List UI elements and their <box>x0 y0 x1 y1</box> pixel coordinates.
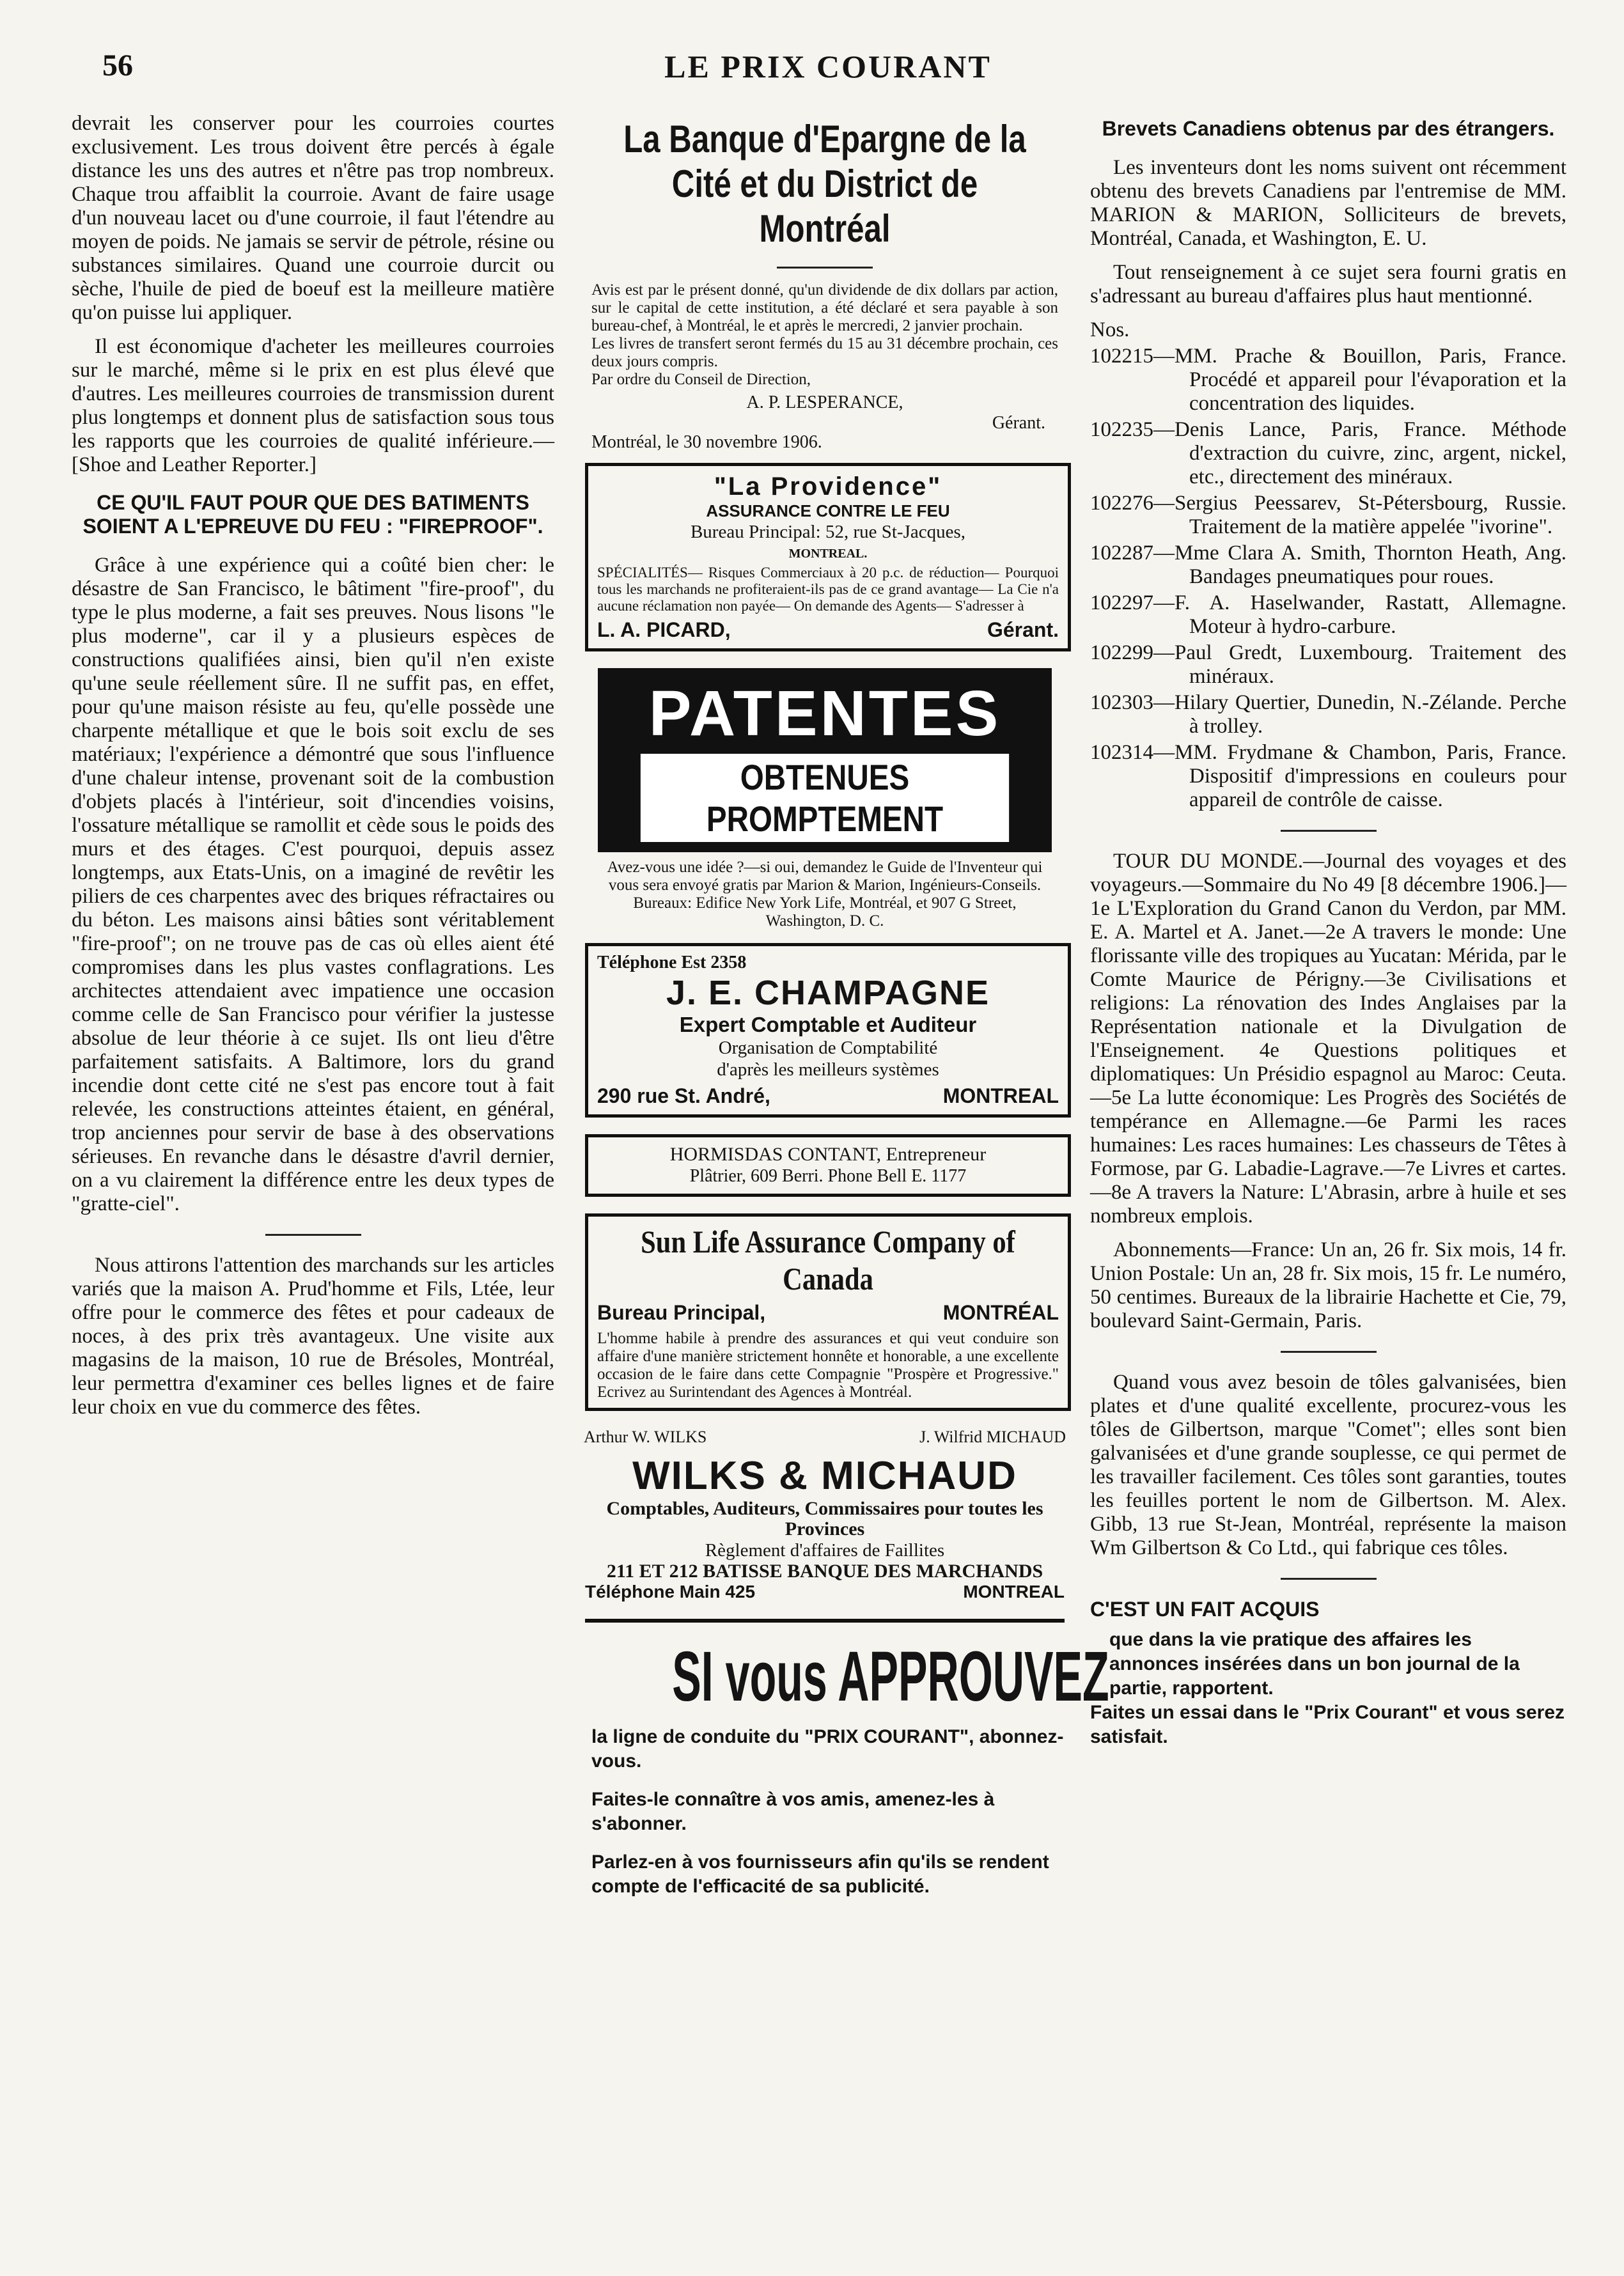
sunlife-bureau-row <box>597 1301 1059 1325</box>
patentes-bureaux: Bureaux: Edifice New York Life, Montréal, et 907 G Street, Washington, D. C. <box>633 894 1017 930</box>
brevets-divider <box>1281 830 1377 832</box>
champagne-phone: Téléphone Est 2358 <box>597 953 747 972</box>
champagne-role: Expert Comptable et Auditeur <box>679 1013 977 1036</box>
toles-divider <box>1281 1578 1377 1580</box>
tour-divider <box>1281 1351 1377 1353</box>
bank-title: La Banque d'Epargne de la Cité et du District de Montréal <box>623 118 1026 250</box>
fireproof-para: Grâce à une expérience qui a coûté bien cher: le désastre de San Francisco, le bâtiment "fire-proof", du type le plus moderne, a fait ses preuves. Nous lisons "le plus moderne", car il y a plusieurs espèces de constructions qualifiées ainsi, bien qu'il n'en existe qu'une seule réellement sûre. Il ne suffit pas, en effet, pour qu'une maison résiste au feu, qu'elle possède une charpente métallique et que le bois soit exclu de ses matériaux; l'expérience a démontré que sous l'influence d'une chaleur intense, provenant soit de la combustion d'objets placés à l'intérieur, soit d'incendies voisins, l'ossature métallique se ramollit et cède sous le poids des murs et des étages. C'est pourquoi, depuis assez longtemps, aux Etats-Unis, on a imaginé de revêtir les piliers de ces charpentes avec des briques réfractaires ou du béton. Les maisons ainsi bâties sont véritablement "fire-proof"; on ne trouve pas de cas où elles aient été compromises dans les plus vastes conflagrations. Les architectes attendaient avec impatience une occasion comme celle de San Francisco pour vérifier la justesse absolue de leur théorie à ce sujet. Ils ont lieu d'être parfaitement satisfaits. A Baltimore, lors du grand incendie dont cette cité ne s'est pas encore tout à fait relevée, les constructions atteintes étaient, en général, trop anciennes pour servir de base à des observations sérieuses. En revanche dans le désastre d'avril dernier, on a vu clairement la différence entre les deux types de "gratte-ciel". <box>72 554 554 1215</box>
providence-agent-role: Gérant. <box>987 618 1059 641</box>
page-header <box>96 48 1560 86</box>
contant-line-1: HORMISDAS CONTANT, Entrepreneur <box>669 1144 987 1165</box>
sunlife-text: L'homme habile à prendre des assurances et qui veut conduire son affaire d'une manière strictement honnête et honorable, a une excellente occasion de le faire dans cette Compagnie "Prospère et Progressive." Ecrivez au Surintendant des Agences à Montréal. <box>597 1330 1059 1401</box>
providence-city: MONTREAL. <box>788 547 868 561</box>
bank-notice-2: Les livres de transfert seront fermés du 15 au 31 décembre prochain, ces deux jours compris. <box>591 335 1058 370</box>
courroies-para-1: devrait les conserver pour les courroies courtes exclusivement. Les trous doivent être percés à égale distance les uns des autres et n'être pas trop nombreux. Chaque trou affaiblit la courroie. Avant de faire usage d'un nouveau lacet ou d'une courroie, il faut l'étendre au moyen de poids. Ne jamais se servir de pétrole, résine ou substances similaires. Quand une courroie durcit ou sèche, l'huile de pied de boeuf est la meilleure matière qu'on puisse lui appliquer. <box>72 112 554 324</box>
approuvez-top-rule <box>585 1619 1065 1623</box>
champagne-ad <box>585 943 1071 1118</box>
middle-column <box>579 112 1109 1913</box>
tour-du-monde-para: TOUR DU MONDE.—Journal des voyages et des voyageurs.—Sommaire du No 49 [8 décembre 1906.]—1e L'Exploration du Grand Canon du Verdon, par MM. E. A. Martel et A. Janet.—2e A travers le monde: Une florissante ville des tropiques au Yucatan: Mérida, par le Comte Maurice de Périgny.—3e Civilisations et religions: La rénovation des Indes Anglaises par la Représentation nationale et la Divulgation de l'Enseignement. 4e Questions politiques et diplomatiques: Un Présidio espagnol au Maroc: Ceuta. —5e La lutte économique: Les Progrès des Sociétés de tempérance en Allemagne.—6e Parmi les races humaines: Les races humaines: Les chasseurs de Têtes à Formose, par G. Labadie-Lagrave.—7e Livres et cartes.—8e A travers la Nature: L'Abrasin, arbre à huile et ses nombreux emplois. <box>1090 850 1566 1228</box>
left-column <box>72 112 554 1430</box>
bank-date: Montréal, le 30 novembre 1906. <box>591 432 822 452</box>
contant-ad <box>585 1134 1071 1197</box>
brevet-item: 102299—Paul Gredt, Luxembourg. Traitement des minéraux. <box>1090 641 1566 688</box>
page-number: 56 <box>102 49 133 82</box>
wilks-city: MONTREAL <box>963 1582 1065 1602</box>
brevet-item: 102215—MM. Prache & Bouillon, Paris, France. Procédé et appareil pour l'évaporation et la concentration des liquides. <box>1090 345 1566 415</box>
fetes-para: Nous attirons l'attention des marchands sur les articles variés que la maison A. Prud'homme et Fils, Ltée, leur offre pour le commerce des fêtes et pour cadeaux de noces, à des prix très avantageux. Une visite aux magasins de la maison, 10 rue de Brésoles, Montréal, leur permettra d'examiner ces belles lignes et de faire leur choix en vue du commerce des fêtes. <box>72 1254 554 1419</box>
journal-title: LE PRIX COURANT <box>664 49 992 84</box>
champagne-address: 290 rue St. André, <box>597 1084 770 1107</box>
brevet-item: 102297—F. A. Haselwander, Rastatt, Allemagne. Moteur à hydro-carbure. <box>1090 591 1566 638</box>
wilks-footer <box>585 1582 1065 1602</box>
bank-notice: Avis est par le présent donné, qu'un dividende de dix dollars par action, sur le capital de cette institution, a été déclaré et sera payable à son bureau-chef, à Montréal, le et après le mercredi, 2 janvier prochain. <box>591 281 1058 334</box>
providence-bureau: Bureau Principal: 52, rue St-Jacques, <box>690 522 966 542</box>
right-column <box>1090 112 1566 1749</box>
approuvez-title: SI vous APPROUVEZ <box>672 1637 1109 1716</box>
brevets-list <box>1090 345 1566 812</box>
approuvez-line-3: Parlez-en à vos fournisseurs afin qu'ils se rendent compte de l'efficacité de sa publicité. <box>591 1851 1049 1897</box>
patentes-subtitle: OBTENUES PROMPTEMENT <box>641 754 1009 842</box>
sunlife-bureau: Bureau Principal, <box>597 1301 766 1324</box>
providence-footer <box>597 618 1059 642</box>
wilks-names <box>584 1428 1066 1447</box>
patentes-ad <box>598 668 1052 852</box>
providence-subtitle: ASSURANCE CONTRE LE FEU <box>706 501 950 520</box>
approuvez-line-2: Faites-le connaître à vos amis, amenez-les à s'abonner. <box>591 1789 995 1834</box>
champagne-footer <box>597 1084 1059 1108</box>
bank-divider <box>777 267 873 269</box>
wilks-phone: Téléphone Main 425 <box>585 1582 756 1602</box>
wilks-name-left: Arthur W. WILKS <box>584 1428 707 1446</box>
fait-acquis-text: que dans la vie pratique des affaires les annonces insérées dans un bon journal de la partie, rapportent. <box>1109 1629 1520 1699</box>
providence-specialites: SPÉCIALITÉS— Risques Commerciaux à 20 p.c. de réduction— Pourquoi tous les marchands ne profiteraient-ils pas de ce grand avantage— La Cie n'a aucune réclamation non payée— On demande des Agents— S'adresser à <box>597 565 1059 614</box>
brevets-nos-label: Nos. <box>1090 318 1130 341</box>
brevet-item: 102314—MM. Frydmane & Chambon, Paris, France. Dispositif d'impressions en couleurs pour appareil de contrôle de caisse. <box>1090 741 1566 811</box>
providence-agent: L. A. PICARD, <box>597 618 731 641</box>
bank-notice-3: Par ordre du Conseil de Direction, <box>591 371 811 388</box>
providence-ad <box>585 463 1071 651</box>
champagne-name: J. E. CHAMPAGNE <box>666 974 990 1012</box>
approuvez-line-1: la ligne de conduite du "PRIX COURANT", abonnez-vous. <box>591 1726 1064 1772</box>
brevet-item: 102276—Sergius Peessarev, St-Pétersbourg, Russie. Traitement de la matière appelée "ivorine". <box>1090 492 1566 538</box>
brevet-item: 102235—Denis Lance, Paris, France. Méthode d'extraction du cuivre, zinc, argent, nickel, etc., directement des minéraux. <box>1090 418 1566 488</box>
wilks-name-right: J. Wilfrid MICHAUD <box>919 1428 1066 1446</box>
fireproof-title: CE QU'IL FAUT POUR QUE DES BATIMENTS SOIENT A L'EPREUVE DU FEU : "FIREPROOF". <box>82 491 543 538</box>
patentes-text: Avez-vous une idée ?—si oui, demandez le Guide de l'Inventeur qui vous sera envoyé gratis par Marion & Marion, Ingénieurs-Conseils. <box>607 859 1043 894</box>
bank-signature-role: Gérant. <box>992 413 1045 433</box>
brevet-item: 102287—Mme Clara A. Smith, Thornton Heath, Ang. Bandages pneumatiques pour roues. <box>1090 542 1566 588</box>
sunlife-city: MONTRÉAL <box>942 1301 1059 1324</box>
wilks-sub-2: Règlement d'affaires de Faillites <box>705 1540 945 1561</box>
brevets-intro: Les inventeurs dont les noms suivent ont récemment obtenu des brevets Canadiens par l'entremise de MM. MARION & MARION, Solliciteurs de brevets, Montréal, Canada, et Washington, E. U. <box>1090 156 1566 250</box>
toles-para: Quand vous avez besoin de tôles galvanisées, bien plates et d'une qualité excellente, procurez-vous les tôles de Gilbertson, marque "Comet"; elles sont bien galvanisées et d'une grande souplesse, ce qui permet de les travailler facilement. Ces tôles sont garanties, toutes les feuilles portent le nom de Gilbertson. M. Alex. Gibb, 13 rue St-Jean, Montréal, représente la maison Wm Gilbertson & Co Ltd., qui fabrique ces tôles. <box>1090 1371 1566 1559</box>
wilks-sub-3: 211 ET 212 BATISSE BANQUE DES MARCHANDS <box>606 1561 1043 1582</box>
sunlife-ad <box>585 1213 1071 1411</box>
sunlife-title: Sun Life Assurance Company of Canada <box>641 1224 1015 1297</box>
champagne-city: MONTREAL <box>942 1084 1059 1107</box>
bank-signature: A. P. LESPERANCE, <box>746 393 903 412</box>
patentes-title: PATENTES <box>648 678 1001 749</box>
courroies-para-2: Il est économique d'acheter les meilleures courroies sur le marché, même si le prix en est plus élevé que d'autres. Les meilleures courroies de transmission durent plus longtemps et donnent plus de satisfaction sous tous les rapports que les courroies de qualité inférieure.—[Shoe and Leather Reporter.] <box>72 335 554 476</box>
champagne-desc-1: Organisation de Comptabilité <box>718 1038 938 1058</box>
champagne-desc-2: d'après les meilleurs systèmes <box>717 1059 939 1080</box>
brevets-info: Tout renseignement à ce sujet sera fourni gratis en s'adressant au bureau d'affaires plus haut mentionné. <box>1090 261 1566 308</box>
fait-acquis-title: C'EST UN FAIT ACQUIS <box>1090 1598 1320 1621</box>
brevets-title: Brevets Canadiens obtenus par des étrangers. <box>1102 117 1555 140</box>
section-divider <box>265 1234 361 1236</box>
contant-line-2: Plâtrier, 609 Berri. Phone Bell E. 1177 <box>689 1166 967 1186</box>
wilks-title: WILKS & MICHAUD <box>632 1454 1017 1498</box>
abonnements-para: Abonnements—France: Un an, 26 fr. Six mois, 14 fr. Union Postale: Un an, 28 fr. Six mois, 15 fr. Le numéro, 50 centimes. Bureaux de la librairie Hachette et Cie, 79, boulevard Saint-Germain, Paris. <box>1090 1238 1566 1332</box>
fait-acquis-text-2: Faites un essai dans le "Prix Courant" et vous serez satisfait. <box>1090 1702 1565 1747</box>
providence-title: "La Providence" <box>714 472 942 501</box>
brevet-item: 102303—Hilary Quertier, Dunedin, N.-Zélande. Perche à trolley. <box>1090 691 1566 738</box>
wilks-sub-1: Comptables, Auditeurs, Commissaires pour toutes les Provinces <box>606 1498 1043 1539</box>
